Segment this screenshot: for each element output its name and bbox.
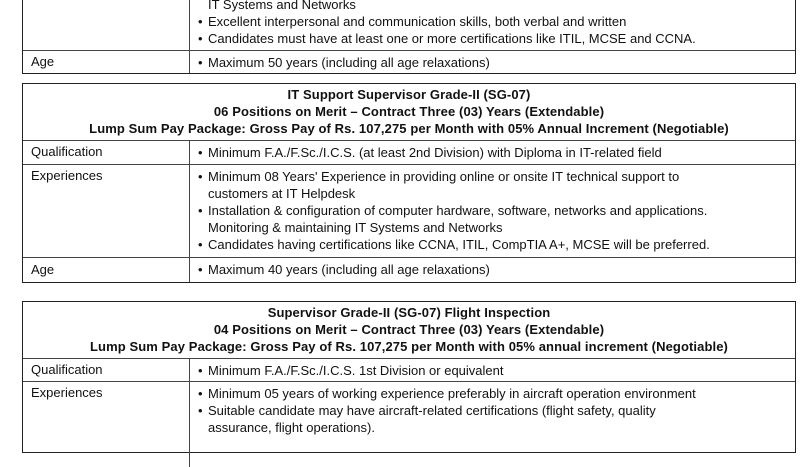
qualification-row: [23, 359, 795, 382]
qualification-label: Qualification: [31, 144, 103, 159]
pay-package: Lump Sum Pay Package: Gross Pay of Rs. 107,275 per Month with 05% Annual Increment (Negotiable): [89, 121, 729, 136]
experience-item: • Minimum 08 Years' Experience in providing online or onsite IT technical support to: [198, 168, 789, 185]
positions-count: 06 Positions on Merit – Contract Three (03) Years (Extendable): [213, 104, 605, 119]
qualification-label: Qualification: [31, 362, 103, 377]
experience-list: [198, 168, 789, 253]
experience-item: • Installation & configuration of computer hardware, software, networks and applications.: [198, 202, 789, 219]
position-heading: [23, 84, 795, 141]
age-row: [23, 51, 795, 73]
experience-item: assurance, flight operations).: [208, 420, 375, 435]
positions-count: 04 Positions on Merit – Contract Three (03) Years (Extendable): [213, 322, 605, 337]
qualification-value: • Minimum F.A./F.Sc./I.C.S. (at least 2nd Division) with Diploma in IT-related field: [198, 144, 789, 161]
experiences-row: [23, 0, 795, 51]
experience-list: [198, 385, 789, 436]
experience-list: [198, 0, 789, 47]
experiences-label: Experiences: [31, 385, 103, 400]
experience-item: • Minimum 05 years of working experience preferably in aircraft operation environment: [198, 385, 789, 402]
age-label: Age: [31, 54, 55, 69]
experience-item: • Candidates must have at least one or more certifications like ITIL, MCSE and CCNA.: [198, 30, 789, 47]
age-value: • Maximum 50 years (including all age relaxations): [198, 54, 789, 71]
experiences-row: [23, 165, 795, 258]
experience-item: Monitoring & maintaining IT Systems and Networks: [208, 220, 503, 235]
position-title: Supervisor Grade-II (SG-07) Flight Inspection: [267, 305, 551, 320]
experience-item: • Candidates having certifications like CCNA, ITIL, CompTIA A+, MCSE will be preferred.: [198, 236, 789, 253]
age-row: [23, 258, 795, 282]
position-title: IT Support Supervisor Grade-II (SG-07): [287, 87, 531, 102]
qualification-row: [23, 141, 795, 165]
age-value: • Maximum 40 years (including all age relaxations): [198, 261, 789, 278]
experience-item: IT Systems and Networks: [208, 0, 356, 12]
experience-item: • Excellent interpersonal and communication skills, both verbal and written: [198, 13, 789, 30]
experiences-row: [23, 382, 795, 467]
position-heading: [23, 302, 795, 359]
experience-item: • Suitable candidate may have aircraft-related certifications (flight safety, quality: [198, 402, 789, 419]
it-support-supervisor-block: [22, 83, 796, 283]
qualification-value: • Minimum F.A./F.Sc./I.C.S. 1st Division or equivalent: [198, 362, 789, 379]
experience-item: customers at IT Helpdesk: [208, 186, 356, 201]
pay-package: Lump Sum Pay Package: Gross Pay of Rs. 107,275 per Month with 05% annual increment (Negotiable): [89, 339, 728, 354]
age-label: Age: [31, 262, 55, 277]
experiences-label: Experiences: [31, 168, 103, 183]
flight-inspection-supervisor-block: [22, 301, 796, 453]
previous-position-block: [22, 0, 796, 74]
